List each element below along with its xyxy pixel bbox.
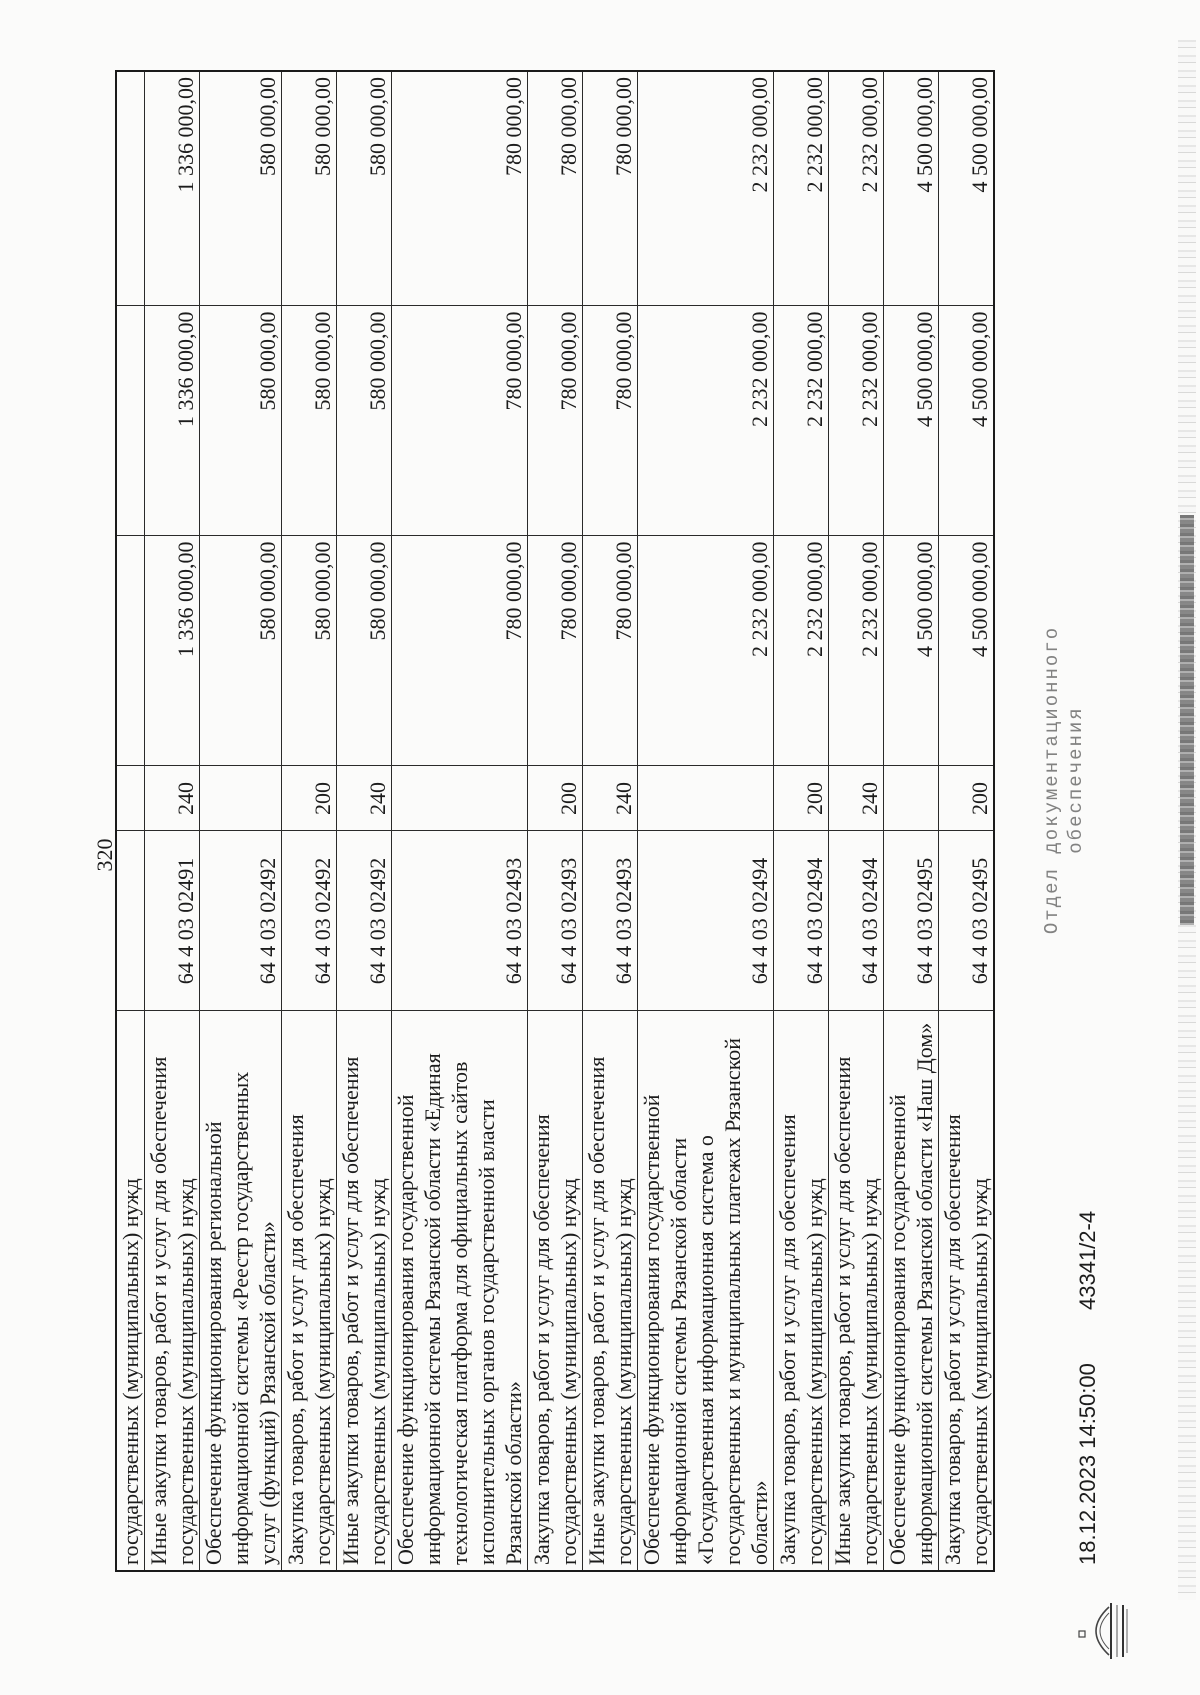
page-number: 320 — [92, 838, 117, 872]
row-sum2-cell: 1 336 000,00 — [145, 306, 200, 536]
row-type-cell — [392, 766, 528, 831]
row-type-cell: 200 — [774, 766, 829, 831]
row-type-cell — [884, 766, 939, 831]
row-type-cell: 240 — [583, 766, 638, 831]
row-sum2-cell: 2 232 000,00 — [829, 306, 884, 536]
row-name-cell: Закупка товаров, работ и услуг для обеспечения государственных (муниципальных) нужд — [774, 1011, 829, 1571]
row-code-cell: 64 4 03 02492 — [282, 831, 337, 1011]
row-sum3-cell: 780 000,00 — [583, 71, 638, 306]
row-sum3-cell: 2 232 000,00 — [829, 71, 884, 306]
row-sum1-cell: 4 500 000,00 — [884, 536, 939, 766]
budget-table — [115, 70, 995, 1572]
row-sum3-cell: 2 232 000,00 — [638, 71, 774, 306]
row-sum3-cell: 780 000,00 — [392, 71, 528, 306]
row-type-cell — [116, 766, 145, 831]
row-sum1-cell: 2 232 000,00 — [829, 536, 884, 766]
row-code-cell: 64 4 03 02493 — [528, 831, 583, 1011]
row-sum2-cell: 780 000,00 — [392, 306, 528, 536]
row-name-cell: Обеспечение функционирования государственной информационной системы Рязанской области «Государственная информационная система о государственных и муниципальных платежах Рязанской области» — [638, 1011, 774, 1571]
row-name-cell: Иные закупки товаров, работ и услуг для обеспечения государственных (муниципальных) нужд — [337, 1011, 392, 1571]
table-row — [939, 71, 995, 1571]
table-row — [337, 71, 392, 1571]
row-sum3-cell — [116, 71, 145, 306]
row-sum1-cell — [116, 536, 145, 766]
row-sum1-cell: 780 000,00 — [583, 536, 638, 766]
row-sum1-cell: 4 500 000,00 — [939, 536, 995, 766]
row-name-cell: Иные закупки товаров, работ и услуг для обеспечения государственных (муниципальных) нужд — [583, 1011, 638, 1571]
row-type-cell: 200 — [282, 766, 337, 831]
row-sum1-cell: 2 232 000,00 — [638, 536, 774, 766]
row-code-cell: 64 4 03 02494 — [638, 831, 774, 1011]
row-name-cell: Обеспечение функционирования региональной информационной системы «Реестр государственных услуг (функций) Рязанской области» — [200, 1011, 282, 1571]
row-sum2-cell: 2 232 000,00 — [774, 306, 829, 536]
row-sum3-cell: 780 000,00 — [528, 71, 583, 306]
row-type-cell — [200, 766, 282, 831]
row-sum2-cell: 580 000,00 — [337, 306, 392, 536]
table-row — [200, 71, 282, 1571]
row-sum1-cell: 780 000,00 — [528, 536, 583, 766]
row-sum3-cell: 580 000,00 — [282, 71, 337, 306]
row-sum1-cell: 780 000,00 — [392, 536, 528, 766]
row-sum2-cell: 4 500 000,00 — [939, 306, 995, 536]
footer-datetime: 18.12.2023 14:50:00 — [1075, 1363, 1100, 1565]
row-name-cell: Обеспечение функционирования государственной информационной системы Рязанской области «Единая технологическая платформа для официальных сайтов исполнительных органов государственной власти Рязанской области» — [392, 1011, 528, 1571]
stamp-line-1: Отдел документационного — [1041, 625, 1063, 935]
stamp-line-2: обеспечения — [1065, 706, 1087, 854]
row-type-cell: 200 — [528, 766, 583, 831]
row-sum3-cell: 4 500 000,00 — [884, 71, 939, 306]
row-sum2-cell: 2 232 000,00 — [638, 306, 774, 536]
table-row — [638, 71, 774, 1571]
row-type-cell — [638, 766, 774, 831]
row-sum3-cell: 580 000,00 — [337, 71, 392, 306]
row-code-cell: 64 4 03 02492 — [200, 831, 282, 1011]
row-code-cell: 64 4 03 02492 — [337, 831, 392, 1011]
row-sum3-cell: 2 232 000,00 — [774, 71, 829, 306]
row-name-cell: Обеспечение функционирования государственной информационной системы Рязанской области «Наш Дом» — [884, 1011, 939, 1571]
row-sum1-cell: 580 000,00 — [337, 536, 392, 766]
row-type-cell: 240 — [337, 766, 392, 831]
row-sum1-cell: 580 000,00 — [282, 536, 337, 766]
table-row — [528, 71, 583, 1571]
row-sum1-cell: 1 336 000,00 — [145, 536, 200, 766]
table-row — [392, 71, 528, 1571]
row-code-cell: 64 4 03 02494 — [829, 831, 884, 1011]
table-row — [884, 71, 939, 1571]
row-type-cell: 240 — [145, 766, 200, 831]
row-type-cell: 200 — [939, 766, 995, 831]
row-sum1-cell: 2 232 000,00 — [774, 536, 829, 766]
row-sum3-cell: 580 000,00 — [200, 71, 282, 306]
footer-doc-number: 43341/2-4 — [1075, 1210, 1100, 1310]
emblem-logo-icon — [1075, 1595, 1135, 1667]
table-row — [145, 71, 200, 1571]
row-code-cell: 64 4 03 02495 — [939, 831, 995, 1011]
department-stamp — [1040, 565, 1088, 995]
row-name-cell: Иные закупки товаров, работ и услуг для обеспечения государственных (муниципальных) нужд — [829, 1011, 884, 1571]
row-name-cell: Иные закупки товаров, работ и услуг для обеспечения государственных (муниципальных) нужд — [145, 1011, 200, 1571]
row-name-cell: Закупка товаров, работ и услуг для обеспечения государственных (муниципальных) нужд — [939, 1011, 995, 1571]
table-row — [116, 71, 145, 1571]
table-row — [282, 71, 337, 1571]
row-name-cell: Закупка товаров, работ и услуг для обеспечения государственных (муниципальных) нужд — [528, 1011, 583, 1571]
row-code-cell — [116, 831, 145, 1011]
row-name-cell: государственных (муниципальных) нужд — [116, 1011, 145, 1571]
row-code-cell: 64 4 03 02494 — [774, 831, 829, 1011]
row-type-cell: 240 — [829, 766, 884, 831]
row-name-cell: Закупка товаров, работ и услуг для обеспечения государственных (муниципальных) нужд — [282, 1011, 337, 1571]
row-sum2-cell — [116, 306, 145, 536]
row-sum3-cell: 4 500 000,00 — [939, 71, 995, 306]
table-row — [583, 71, 638, 1571]
row-sum2-cell: 780 000,00 — [528, 306, 583, 536]
table-body — [116, 71, 994, 1571]
row-code-cell: 64 4 03 02493 — [583, 831, 638, 1011]
row-sum2-cell: 780 000,00 — [583, 306, 638, 536]
row-code-cell: 64 4 03 02491 — [145, 831, 200, 1011]
table-row — [829, 71, 884, 1571]
row-sum1-cell: 580 000,00 — [200, 536, 282, 766]
row-sum3-cell: 1 336 000,00 — [145, 71, 200, 306]
row-sum2-cell: 580 000,00 — [282, 306, 337, 536]
table-row — [774, 71, 829, 1571]
row-sum2-cell: 580 000,00 — [200, 306, 282, 536]
row-code-cell: 64 4 03 02493 — [392, 831, 528, 1011]
row-code-cell: 64 4 03 02495 — [884, 831, 939, 1011]
row-sum2-cell: 4 500 000,00 — [884, 306, 939, 536]
